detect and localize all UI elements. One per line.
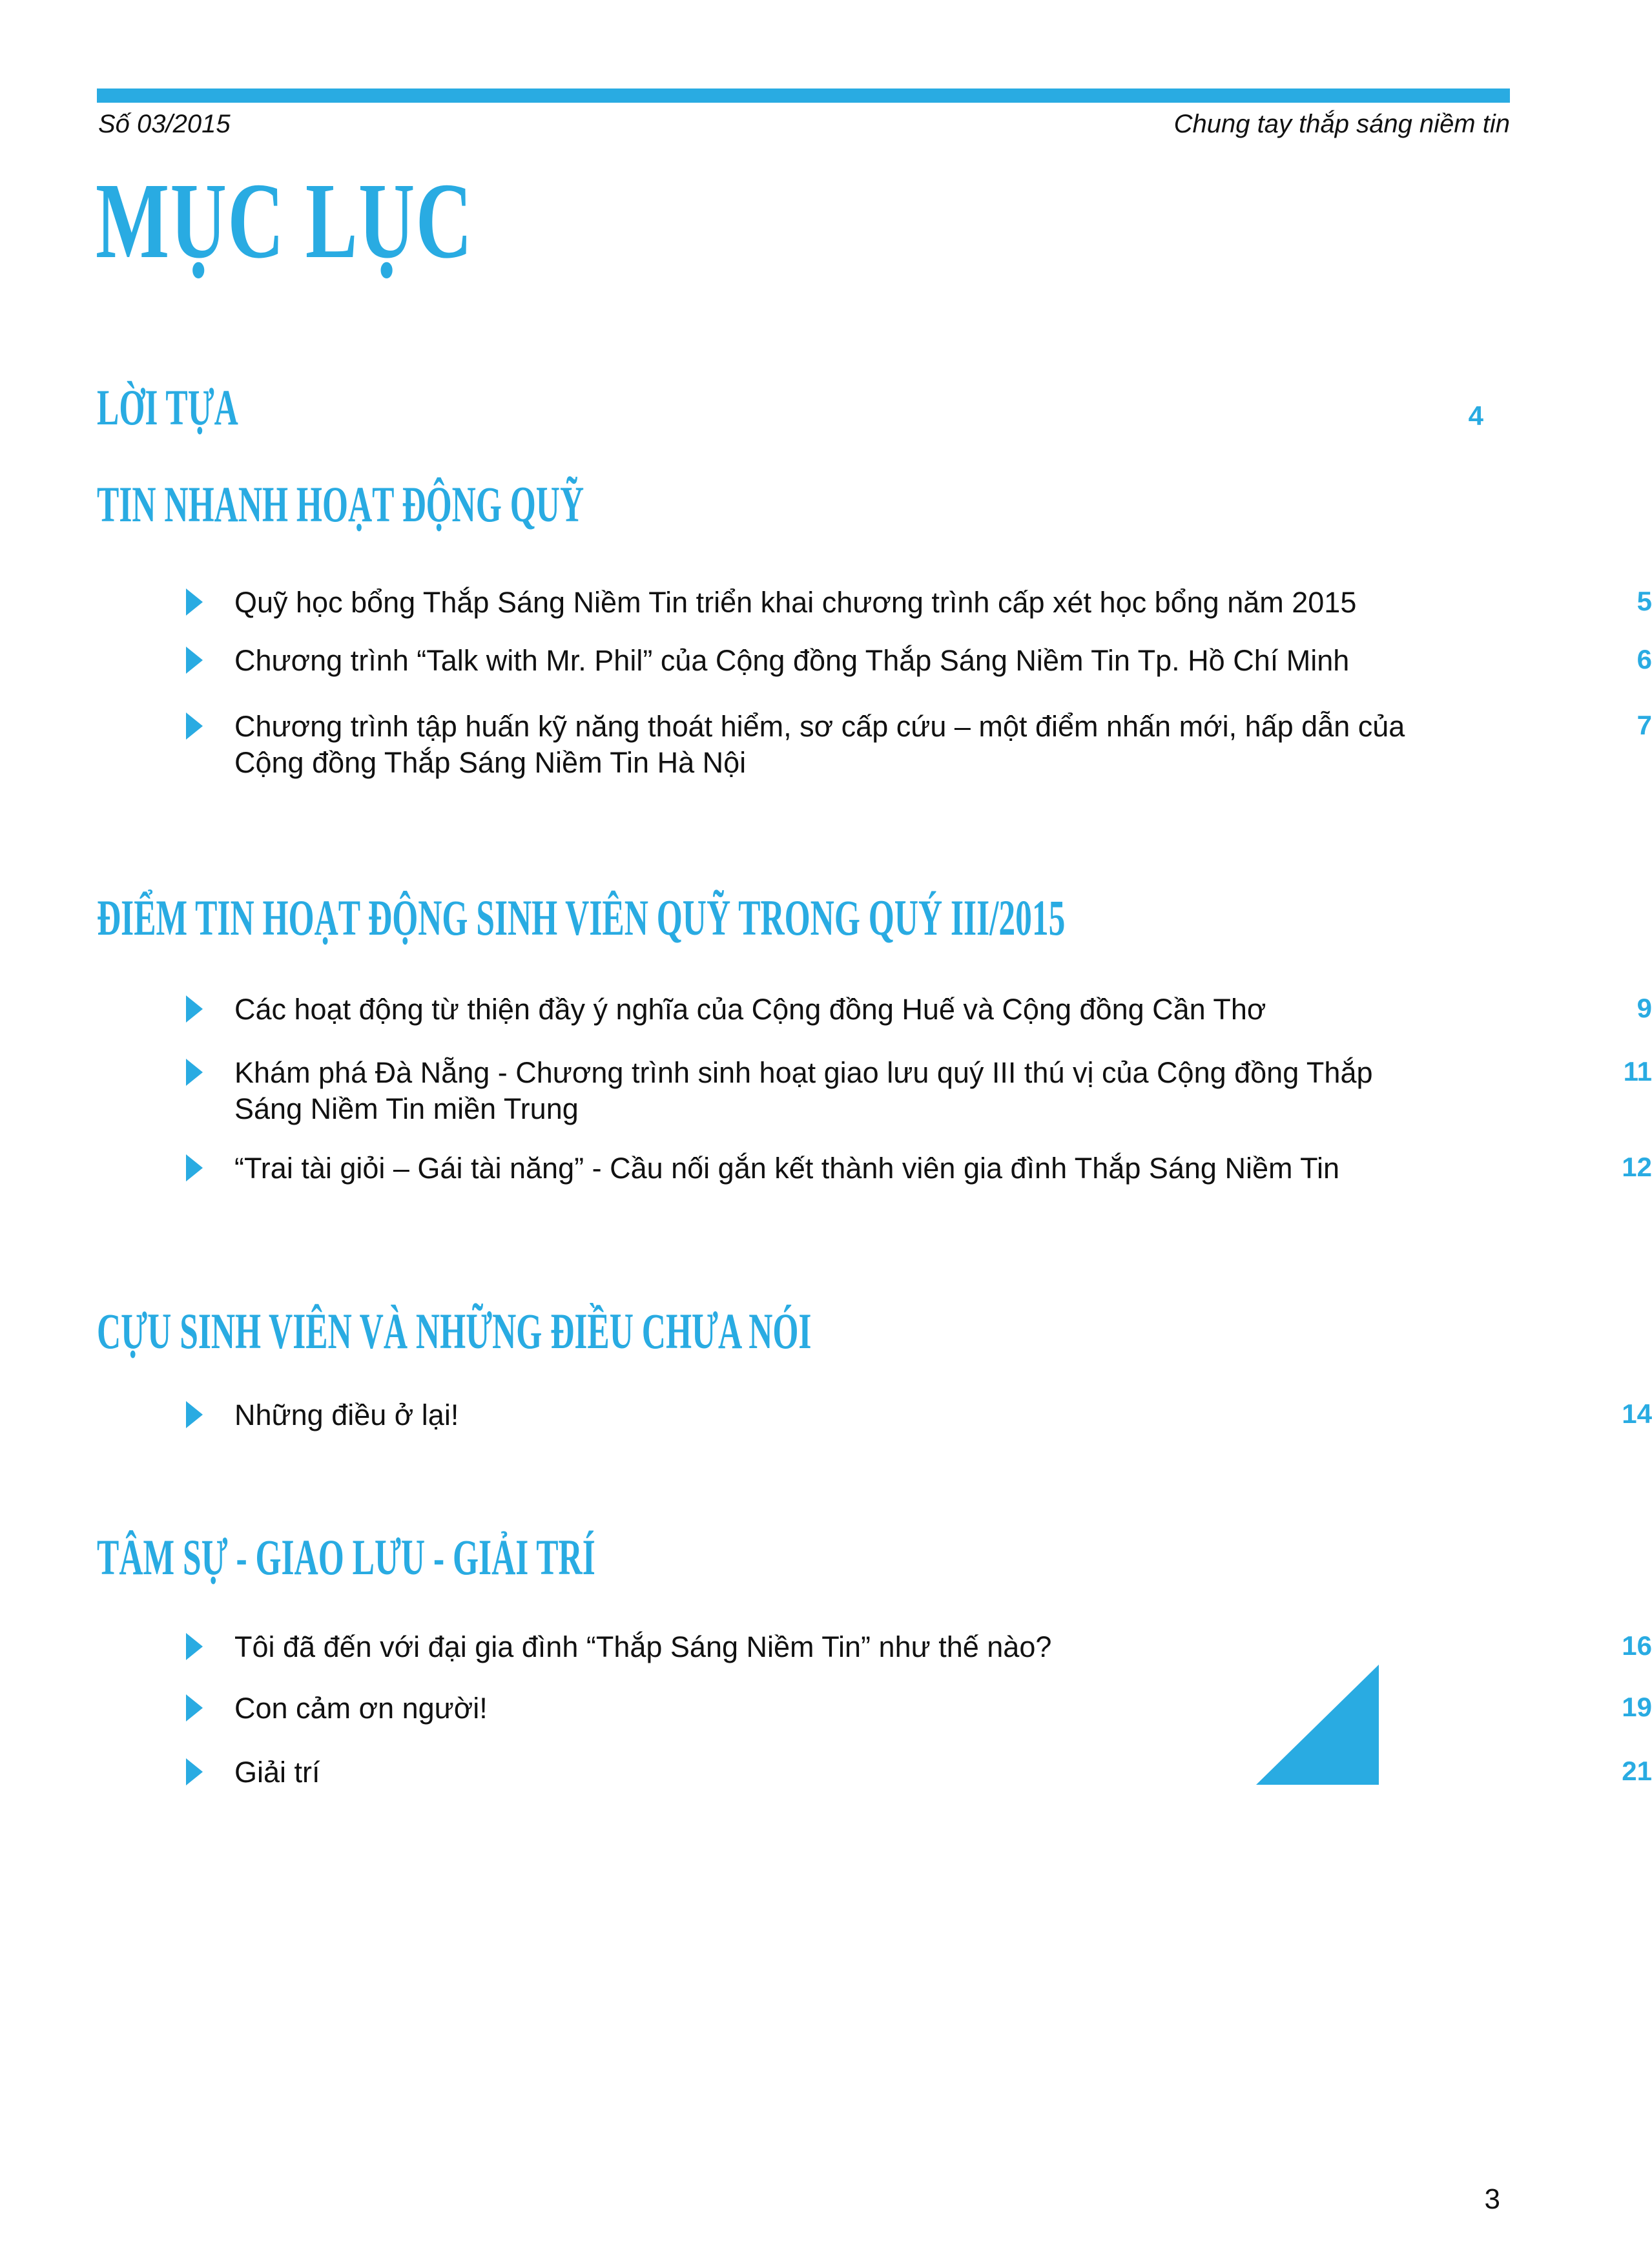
bullet-triangle-icon <box>186 588 203 616</box>
entry-page-number: 21 <box>1622 1756 1652 1786</box>
decorative-triangle <box>1256 1665 1379 1785</box>
section-title-tin-nhanh: TIN NHANH HOẠT ĐỘNG QUỸ <box>97 476 584 532</box>
entry-page-number: 6 <box>1637 644 1652 674</box>
bullet-triangle-icon <box>186 1059 203 1086</box>
entry-title: Chương trình tập huấn kỹ năng thoát hiểm, sơ cấp cứu – một điểm nhấn mới, hấp dẫn của Cộng đồng Thắp Sáng Niềm Tin Hà Nội <box>234 710 1405 779</box>
entry-page-number: 7 <box>1637 710 1652 740</box>
section-title-cuu-sinh-vien: CỰU SINH VIÊN VÀ NHỮNG ĐIỀU CHƯA NÓI <box>97 1303 812 1359</box>
entry-title: Khám phá Đà Nẵng - Chương trình sinh hoạt giao lưu quý III thú vị của Cộng đồng Thắp Sáng Niềm Tin miền Trung <box>234 1056 1373 1125</box>
entry-page-number: 11 <box>1623 1056 1652 1086</box>
bullet-triangle-icon <box>186 995 203 1023</box>
entry-page-number: 14 <box>1622 1398 1652 1429</box>
entry-page-number: 9 <box>1637 993 1652 1023</box>
entry-page-number: 16 <box>1622 1630 1652 1661</box>
entry-title: Các hoạt động từ thiện đầy ý nghĩa của Cộng đồng Huế và Cộng đồng Cần Thơ <box>234 993 1266 1026</box>
bullet-triangle-icon <box>186 712 203 740</box>
entry-page-number: 5 <box>1637 586 1652 616</box>
page-title: MỤC LỤC <box>96 161 473 281</box>
entry-title: Giải trí <box>234 1756 320 1789</box>
entry-title: Tôi đã đến với đại gia đình “Thắp Sáng Niềm Tin” như thế nào? <box>234 1630 1052 1663</box>
section-page-loi-tua[interactable]: 4 <box>1468 400 1483 431</box>
section-title-loi-tua: LỜI TỰA <box>97 379 238 435</box>
entry-title: “Trai tài giỏi – Gái tài năng” - Cầu nối gắn kết thành viên gia đình Thắp Sáng Niềm Tin <box>234 1152 1339 1185</box>
magazine-slogan: Chung tay thắp sáng niềm tin <box>1173 110 1510 138</box>
header-rule <box>97 88 1510 103</box>
entry-title: Quỹ học bổng Thắp Sáng Niềm Tin triển khai chương trình cấp xét học bổng năm 2015 <box>234 586 1357 619</box>
entry-title: Con cảm ơn người! <box>234 1692 488 1725</box>
bullet-triangle-icon <box>186 1401 203 1428</box>
bullet-triangle-icon <box>186 1694 203 1721</box>
page-number: 3 <box>1484 2183 1500 2215</box>
bullet-triangle-icon <box>186 1154 203 1181</box>
bullet-triangle-icon <box>186 647 203 674</box>
entry-title: Chương trình “Talk with Mr. Phil” của Cộng đồng Thắp Sáng Niềm Tin Tp. Hồ Chí Minh <box>234 644 1350 677</box>
section-title-diem-tin: ĐIỂM TIN HOẠT ĐỘNG SINH VIÊN QUỸ TRONG QUÝ III/2015 <box>97 889 1066 946</box>
section-title-tam-su: TÂM SỰ - GIAO LƯU - GIẢI TRÍ <box>97 1529 595 1585</box>
entry-page-number: 19 <box>1622 1692 1652 1722</box>
entry-page-number: 12 <box>1622 1152 1652 1182</box>
issue-number: Số 03/2015 <box>98 110 231 138</box>
bullet-triangle-icon <box>186 1633 203 1660</box>
bullet-triangle-icon <box>186 1758 203 1785</box>
entry-title: Những điều ở lại! <box>234 1398 459 1431</box>
